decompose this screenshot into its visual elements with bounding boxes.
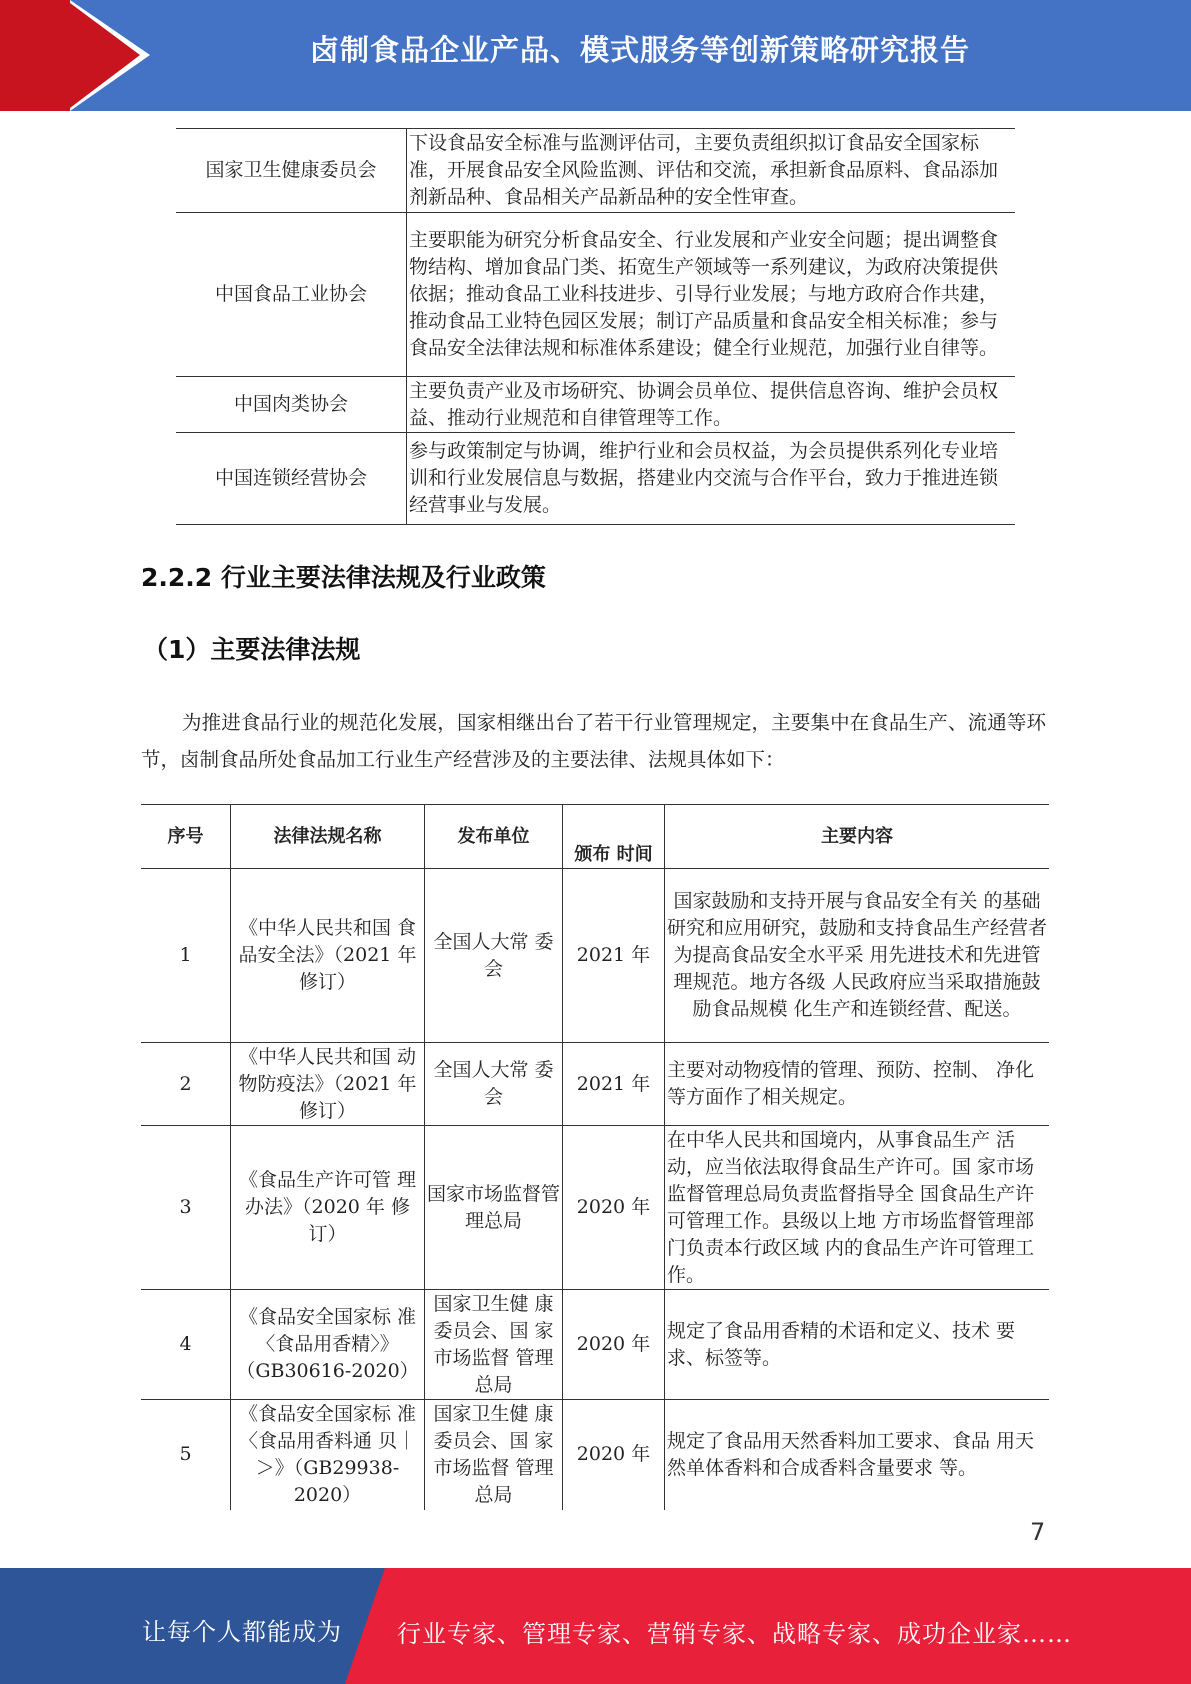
org-desc: 主要职能为研究分析食品安全、行业发展和产业安全问题；提出调整食物结构、增加食品门类、拓宽生产领域等一系列建议，为政府决策提供依据；推动食品工业科技进步、引导行业发展；与地方政府合作共建，推动食品工业特色园区发展；制订产品质量和食品安全相关标准；参与食品安全法律法规和标准体系建设；健全行业规范，加强行业自律等。: [407, 213, 1016, 377]
col-header-no: 序号: [141, 805, 231, 869]
org-name: 国家卫生健康委员会: [176, 129, 407, 213]
org-name: 中国肉类协会: [176, 377, 407, 433]
cell-name: 《食品生产许可管 理办法》（2020 年 修订）: [231, 1126, 425, 1290]
table-row: [141, 869, 1049, 1043]
report-title: 卤制食品企业产品、模式服务等创新策略研究报告: [309, 33, 970, 67]
subsection-heading: （1）主要法律法规: [143, 635, 361, 664]
cell-time: 2020 年: [563, 1400, 665, 1510]
table-row: [141, 1400, 1049, 1510]
intro-paragraph: 为推进食品行业的规范化发展，国家相继出台了若干行业管理规定，主要集中在食品生产、流通等环节，卤制食品所处食品加工行业生产经营涉及的主要法律、法规具体如下：: [141, 711, 1046, 771]
table-row: [141, 1126, 1049, 1290]
header-red-chevron: [66, 0, 140, 111]
cell-content: 国家鼓励和支持开展与食品安全有关 的基础研究和应用研究，鼓励和支持食品生产经营者为提高食品安全水平采 用先进技术和先进管理规范。地方各级 人民政府应当采取措施鼓励食品规模 化生产和连锁经营、配送。: [665, 869, 1050, 1043]
cell-issuer: 全国人大常 委会: [425, 1043, 563, 1126]
cell-time: 2021 年: [563, 869, 665, 1043]
org-desc: 下设食品安全标准与监测评估司，主要负责组织拟订食品安全国家标准，开展食品安全风险监测、评估和交流，承担新食品原料、食品添加剂新品种、食品相关产品新品种的安全性审查。: [407, 129, 1016, 213]
col-header-time: 颁布 时间: [563, 805, 665, 869]
cell-time: 2020 年: [563, 1290, 665, 1400]
table-row: [176, 213, 1015, 377]
cell-content: 在中华人民共和国境内，从事食品生产 活动，应当依法取得食品生产许可。国 家市场监督管理总局负责监督指导全 国食品生产许可管理工作。县级以上地 方市场监督管理部门负责本行政区域 内的食品生产许可管理工作。: [665, 1126, 1050, 1290]
table-row: [141, 1043, 1049, 1126]
table-row: [176, 129, 1015, 213]
cell-no: 4: [141, 1290, 231, 1400]
section-heading: 2.2.2 行业主要法律法规及行业政策: [141, 563, 546, 592]
org-desc: 参与政策制定与协调，维护行业和会员权益，为会员提供系列化专业培训和行业发展信息与数据，搭建业内交流与合作平台，致力于推进连锁经营事业与发展。: [407, 433, 1016, 525]
cell-issuer: 国家卫生健 康委员会、国 家市场监督 管理总局: [425, 1290, 563, 1400]
header-bar: [0, 0, 1191, 111]
cell-issuer: 国家卫生健 康委员会、国 家市场监督 管理总局: [425, 1400, 563, 1510]
col-header-content: 主要内容: [665, 805, 1050, 869]
cell-name: 《中华人民共和国 食品安全法》（2021 年修订）: [231, 869, 425, 1043]
cell-issuer: 国家市场监督管理总局: [425, 1126, 563, 1290]
footer-slogan-right: 行业专家、管理专家、营销专家、战略专家、成功企业家……: [397, 1620, 1072, 1648]
cell-no: 3: [141, 1126, 231, 1290]
cell-issuer: 全国人大常 委会: [425, 869, 563, 1043]
header-red-block: [0, 0, 70, 111]
cell-time: 2020 年: [563, 1126, 665, 1290]
col-header-issuer: 发布单位: [425, 805, 563, 869]
table-row: [141, 1290, 1049, 1400]
org-name: 中国连锁经营协会: [176, 433, 407, 525]
cell-content: 主要对动物疫情的管理、预防、控制、 净化等方面作了相关规定。: [665, 1043, 1050, 1126]
cell-content: 规定了食品用天然香料加工要求、食品 用天然单体香料和合成香料含量要求 等。: [665, 1400, 1050, 1510]
col-header-name: 法律法规名称: [231, 805, 425, 869]
cell-time: 2021 年: [563, 1043, 665, 1126]
footer-slogan-left: 让每个人都能成为: [142, 1618, 342, 1646]
cell-no: 5: [141, 1400, 231, 1510]
cell-no: 1: [141, 869, 231, 1043]
cell-name: 《中华人民共和国 动物防疫法》（2021 年修订）: [231, 1043, 425, 1126]
org-desc: 主要负责产业及市场研究、协调会员单位、提供信息咨询、维护会员权益、推动行业规范和自律管理等工作。: [407, 377, 1016, 433]
cell-no: 2: [141, 1043, 231, 1126]
page-number: 7: [1030, 1518, 1046, 1546]
cell-name: 《食品安全国家标 准〈食品用香料通 贝｜＞》（GB29938-2020）: [231, 1400, 425, 1510]
cell-name: 《食品安全国家标 准〈食品用香精〉》（GB30616-2020）: [231, 1290, 425, 1400]
org-name: 中国食品工业协会: [176, 213, 407, 377]
law-table: [141, 804, 1049, 1510]
table-row: [176, 377, 1015, 433]
cell-content: 规定了食品用香精的术语和定义、技术 要求、标签等。: [665, 1290, 1050, 1400]
table-header-row: [141, 805, 1049, 869]
table-row: [176, 433, 1015, 525]
org-table: [176, 128, 1015, 525]
